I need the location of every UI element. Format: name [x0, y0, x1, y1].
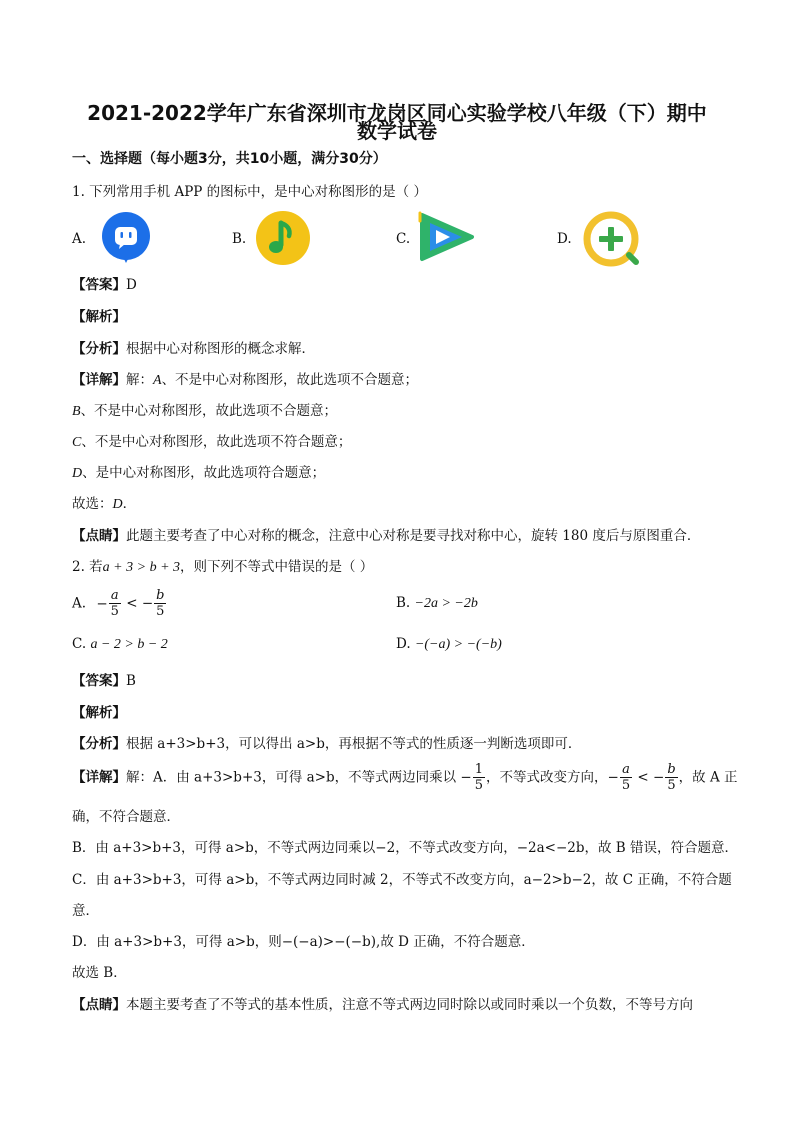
q1-answer: 【答案】D	[72, 277, 137, 293]
q2-fenxi: 【分析】根据 a+3>b+3，可以得出 a>b，再根据不等式的性质逐一判断选项即可．	[72, 736, 582, 752]
q2-option-c: C. a − 2 > b − 2	[72, 636, 168, 652]
q2-choose: 故选 B．	[72, 965, 127, 981]
q1-option-b-label: B.	[232, 231, 247, 247]
document-title-line1: 2021-2022学年广东省深圳市龙岗区同心实验学校八年级（下）期中	[87, 101, 707, 125]
plus-app-icon	[583, 211, 639, 267]
q1-xiangjie: 【详解】解：A、不是中心对称图形，故此选项不合题意；	[72, 372, 419, 388]
q1-option-c-label: C.	[396, 231, 411, 247]
q2-xiangjie-b: B．由 a+3>b+3，可得 a>b，不等式两边同乘以−2，不等式改变方向，−2a<−2b，故 B 错误，符合题意．	[72, 840, 739, 856]
q1-option-d-label: D.	[557, 231, 572, 247]
q2-option-a: A. − $\frac{a}{5}$ < − $\frac{b}{5}$	[72, 588, 165, 619]
q1-option-a-label: A.	[72, 231, 87, 247]
q2-dianjing: 【点睛】本题主要考查了不等式的基本性质，注意不等式两边同时除以或同时乘以一个负数，不等号方向	[72, 997, 693, 1013]
q2-stem: 2. 若a + 3 > b + 3，则下列不等式中错误的是（ ）	[72, 559, 374, 575]
video-play-app-icon	[416, 211, 476, 263]
q2-xiangjie-c-cont: 意．	[72, 903, 99, 919]
q1-explain-d: D、是中心对称图形，故此选项符合题意；	[72, 465, 326, 481]
q2-xiangjie-a: 【详解】解：A．由 a+3>b+3，可得 a>b，不等式两边同乘以 − $\frac{1}{5}$ ，不等式改变方向，− $\frac{a}{5}$ < − $\frac{b}{5}$ ，故 A 正	[72, 762, 738, 793]
q2-analysis-tag: 【解析】	[72, 705, 126, 721]
q2-xiangjie-c: C．由 a+3>b+3，可得 a>b，不等式两边同时减 2，不等式不改变方向，a−2>b−2，故 C 正确，不符合题	[72, 872, 732, 888]
q2-option-b: B. −2a > −2b	[396, 595, 478, 611]
q2-xiangjie-a-cont: 确，不符合题意．	[72, 809, 180, 825]
chat-app-icon	[100, 211, 152, 263]
q1-fenxi: 【分析】根据中心对称图形的概念求解．	[72, 341, 315, 357]
music-note-app-icon	[254, 209, 312, 267]
q2-option-d: D. −(−a) > −(−b)	[396, 636, 502, 652]
document-title-line2: 数学试卷	[357, 119, 437, 143]
q1-dianjing: 【点睛】此题主要考查了中心对称的概念，注意中心对称是要寻找对称中心，旋转 180 度后与原图重合．	[72, 528, 701, 544]
q1-analysis-tag: 【解析】	[72, 309, 126, 325]
q1-stem: 1. 下列常用手机 APP 的图标中，是中心对称图形的是（ ）	[72, 184, 427, 200]
q1-choose: 故选：D．	[72, 496, 137, 512]
q1-explain-c: C、不是中心对称图形，故此选项不符合题意；	[72, 434, 352, 450]
q2-answer: 【答案】B	[72, 673, 136, 689]
section-heading: 一、选择题（每小题3分，共10小题，满分30分）	[72, 151, 387, 167]
q2-xiangjie-d: D．由 a+3>b+3，可得 a>b，则−(−a)>−(−b),故 D 正确，不符合题意．	[72, 934, 535, 950]
q1-explain-b: B、不是中心对称图形，故此选项不合题意；	[72, 403, 338, 419]
